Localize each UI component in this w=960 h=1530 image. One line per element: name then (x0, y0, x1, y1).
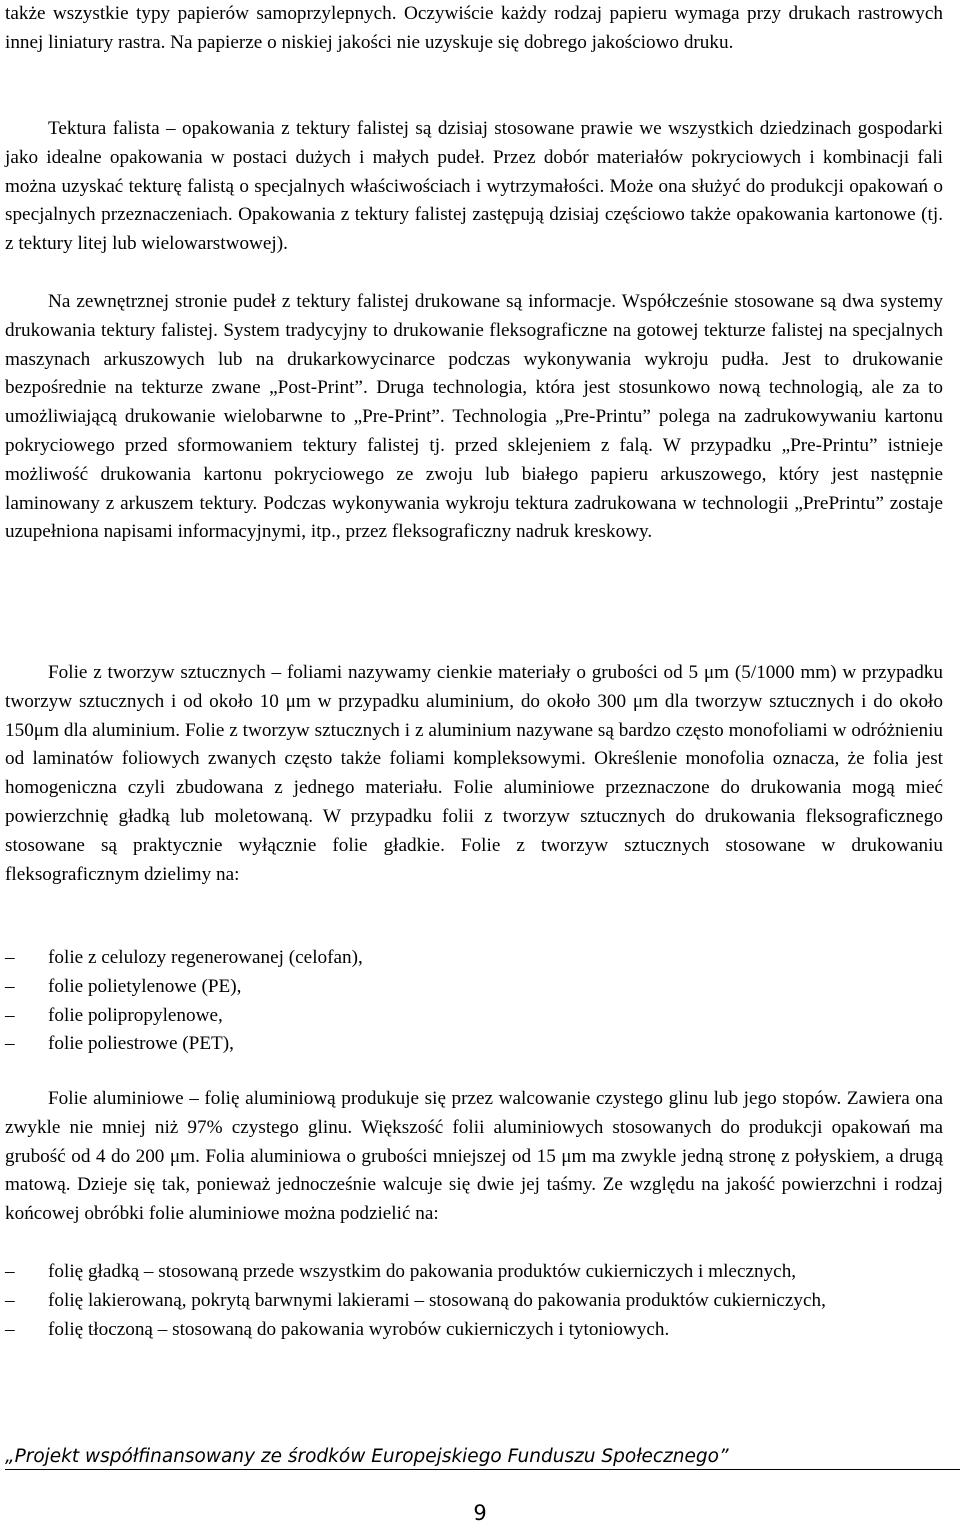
paragraph-plastic-films: Folie z tworzyw sztucznych – foliami nazywamy cienkie materiały o grubości od 5 μm (5/1000 mm) w przypadku tworzyw sztucznych i od około 10 μm w przypadku aluminium, do około 300 μm dla tworzyw sztucznych i do około 150μm dla aluminium. Folie z tworzyw sztucznych i z aluminium nazywane są bardzo często monofoliami w odróżnieniu od laminatów foliowych zwanych często także foliami kompleksowymi. Określenie monofolia oznacza, że folia jest homogeniczna czyli zbudowana z jednego materiału. Folie aluminiowe przeznaczone do drukowania mogą mieć powierzchnię gładką lub moletowaną. W przypadku folii z tworzyw sztucznych do drukowania fleksograficznego stosowane są praktycznie wyłącznie folie gładkie. Folie z tworzyw sztucznych stosowane w drukowaniu fleksograficznym dzielimy na: (5, 662, 943, 885)
dash-bullet: – (5, 1318, 15, 1340)
list-item-text: folie z celulozy regenerowanej (celofan), (48, 947, 363, 968)
footer-divider (5, 1469, 960, 1470)
list-item (5, 1002, 943, 1031)
dash-bullet: – (5, 1261, 15, 1282)
list-item (5, 1258, 943, 1287)
list-item (5, 973, 943, 1002)
list-item (5, 1316, 943, 1345)
dash-bullet: – (5, 947, 15, 968)
list-item-text: folie poliestrowe (PET), (48, 1033, 234, 1055)
paragraph-corrugated-board: Tektura falista – opakowania z tektury falistej są dzisiaj stosowane prawie we wszystkich dziedzinach gospodarki jako idealne opakowania w postaci dużych i małych pudeł. Przez dobór materiałów pokryciowych i kombinacji fali można uzyskać tekturę falistą o specjalnych właściwościach i wytrzymałości. Może ona służyć do produkcji opakowań o specjalnych przeznaczeniach. Opakowania z tektury falistej zastępują dzisiaj częściowo także opakowania kartonowe (tj. z tektury litej lub wielowarstwowej). (5, 118, 943, 255)
dash-bullet: – (5, 1033, 15, 1055)
dash-bullet: – (5, 1289, 15, 1311)
paragraph-corrugated-printing: Na zewnętrznej stronie pudeł z tektury falistej drukowane są informacje. Współcześnie stosowane są dwa systemy drukowania tektury falistej. System tradycyjny to drukowanie fleksograficzne na gotowej tekturze falistej na specjalnych maszynach arkuszowych lub na drukarkowycinarce podczas wykonywania wykroju pudła. Jest to drukowanie bezpośrednie na tekturze zwane „Post-Print”. Druga technologia, która jest stosunkowo nową technologią, ale za to umożliwiającą drukowanie wielobarwne to „Pre-Print”. Technologia „Pre-Printu” polega na zadrukowywaniu kartonu pokryciowego przed sformowaniem tektury falistej tj. przed sklejeniem z falą. W przypadku „Pre-Printu” istnieje możliwość drukowania kartonu pokryciowego ze zwoju lub białego papieru arkuszowego, który jest następnie laminowany z arkuszem tektury. Podczas wykonywania wykroju tektura zadrukowana w technologii „PrePrintu” zostaje uzupełniona napisami informacyjnymi, itp., przez fleksograficzny nadruk kreskowy. (5, 291, 943, 543)
dash-bullet: – (5, 975, 15, 997)
footer-funding-note: „Projekt współfinansowany ze środków Europejskiego Funduszu Społecznego” (5, 1446, 729, 1467)
list-item-text: folie polipropylenowe, (48, 1004, 223, 1026)
list-item-text: folię tłoczoną – stosowaną do pakowania wyrobów cukierniczych i tytoniowych. (48, 1318, 670, 1340)
list-item-text: folie polietylenowe (PE), (48, 975, 242, 997)
list-item (5, 1287, 943, 1316)
paragraph-papers-continued: także wszystkie typy papierów samoprzylepnych. Oczywiście każdy rodzaj papieru wymaga przy drukach rastrowych innej liniatury rastra. Na papierze o niskiej jakości nie uzyskuje się dobrego jakościowo druku. (5, 3, 943, 53)
page-number: 9 (473, 1501, 487, 1525)
paragraph-aluminium-foils: Folie aluminiowe – folię aluminiową produkuje się przez walcowanie czystego glinu lub jego stopów. Zawiera ona zwykle nie mniej niż 97% czystego glinu. Większość folii aluminiowych stosowanych do produkcji opakowań ma grubość od 4 do 200 μm. Folia aluminiowa o grubości mniejszej od 15 μm ma zwykle jedną stronę z połyskiem, a drugą matową. Dzieje się tak, ponieważ jednocześnie walcuje się dwie jej taśmy. Ze względu na jakość powierzchni i rodzaj końcowej obróbki folie aluminiowe można podzielić na: (5, 1088, 943, 1225)
aluminium-foils-list (5, 1258, 943, 1344)
list-item-text: folię gładką – stosowaną przede wszystkim do pakowania produktów cukierniczych i mlecznych, (48, 1261, 797, 1282)
dash-bullet: – (5, 1004, 15, 1026)
list-item-text: folię lakierowaną, pokrytą barwnymi lakierami – stosowaną do pakowania produktów cukierniczych, (48, 1289, 826, 1311)
plastic-films-list (5, 944, 943, 1059)
list-item (5, 944, 943, 973)
list-item (5, 1030, 943, 1059)
